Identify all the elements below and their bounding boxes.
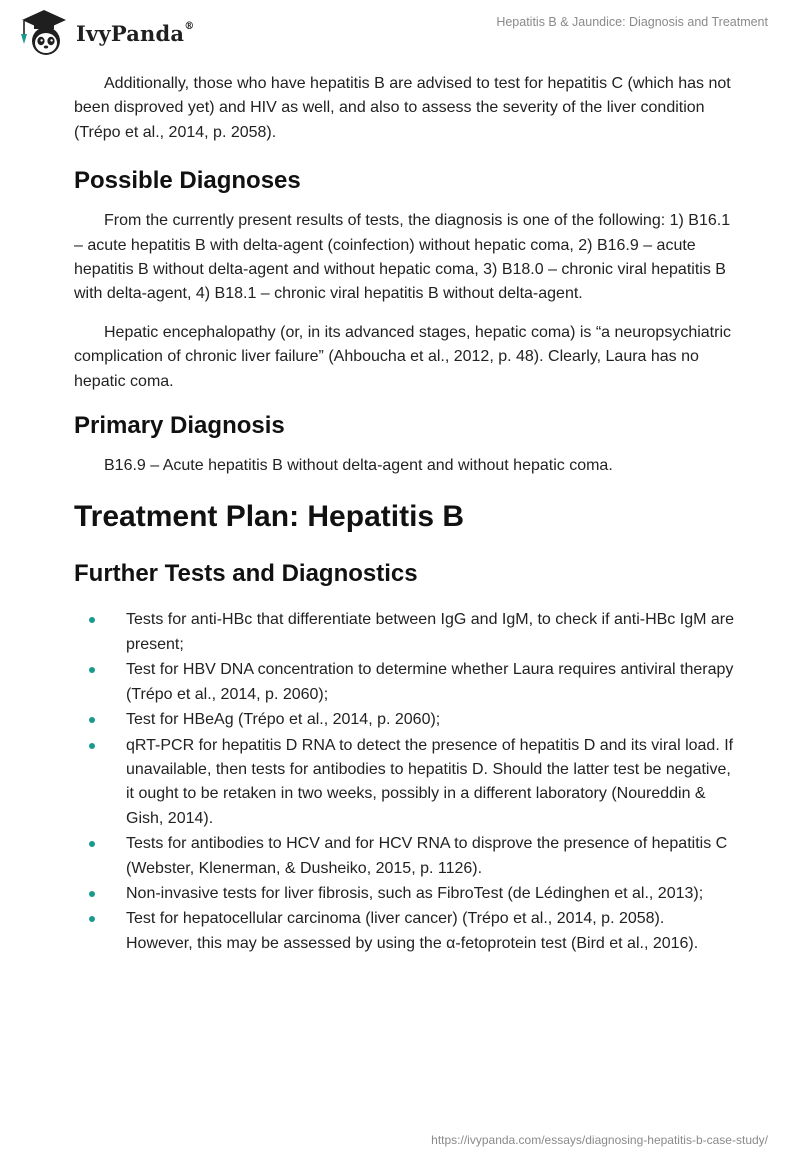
bullet-icon [89,617,95,623]
brand-name: IvyPanda® [76,20,195,46]
possible-diagnoses-paragraph-1: From the currently present results of tests, the diagnosis is one of the following: 1) B16.1 – acute hepatitis B with delta-agent (coinfection) without hepatic coma, 2) B16.9 – acute hepatitis B without delta-agent and without hepatic coma, 3) B18.0 – chronic viral hepatitis B with delta-agent, 4) B18.1 – chronic viral hepatitis B without delta-agent. [74,212,731,303]
source-url[interactable]: https://ivypanda.com/essays/diagnosing-hepatitis-b-case-study/ [431,1133,768,1147]
bullet-icon [89,891,95,897]
bullet-icon [89,916,95,922]
list-item: Tests for anti-HBc that differentiate between IgG and IgM, to check if anti-HBc IgM are present; [74,608,734,657]
bullet-icon [89,667,95,673]
essay-content [74,72,734,957]
intro-paragraph: Additionally, those who have hepatitis B are advised to test for hepatitis C (which has not been disproved yet) and HIV as well, and also to assess the severity of the liver condition (Trépo et al., 2014, p. 2058). [74,75,731,141]
further-tests-heading: Further Tests and Diagnostics [74,560,418,588]
document-title: Hepatitis B & Jaundice: Diagnosis and Treatment [496,15,768,29]
further-tests-list [74,608,734,956]
treatment-plan-heading: Treatment Plan: Hepatitis B [74,500,465,534]
possible-diagnoses-paragraph-2: Hepatic encephalopathy (or, in its advanced stages, hepatic coma) is “a neuropsychiatric complication of chronic liver failure” (Ahboucha et al., 2012, p. 48). Clearly, Laura has no hepatic coma. [74,323,732,390]
list-item: Non-invasive tests for liver fibrosis, such as FibroTest (de Lédinghen et al., 2013); [74,882,734,906]
ivypanda-logo[interactable] [16,8,194,58]
list-item: Tests for antibodies to HCV and for HCV RNA to disprove the presence of hepatitis C (Webster, Klenerman, & Dusheiko, 2015, p. 1126). [74,832,734,881]
list-item: Test for hepatocellular carcinoma (liver cancer) (Trépo et al., 2014, p. 2058). However, this may be assessed by using the α-fetoprotein test (Bird et al., 2016). [74,907,734,956]
primary-diagnosis-heading: Primary Diagnosis [74,412,285,440]
registered-mark: ® [184,20,195,32]
bullet-icon [89,841,95,847]
bullet-icon [89,717,95,723]
primary-diagnosis-paragraph: B16.9 – Acute hepatitis B without delta-agent and without hepatic coma. [104,457,613,475]
list-item: Test for HBV DNA concentration to determine whether Laura requires antiviral therapy (Trépo et al., 2014, p. 2060); [74,658,734,707]
page-header [0,0,800,64]
list-item: qRT-PCR for hepatitis D RNA to detect the presence of hepatitis D and its viral load. If unavailable, then tests for antibodies to hepatitis D. Should the latter test be negative, it ought to be retaken in two weeks, possibly in a different laboratory (Noureddin & Gish, 2014). [74,734,734,832]
panda-graduate-icon [16,8,72,58]
possible-diagnoses-heading: Possible Diagnoses [74,167,301,195]
list-item: Test for HBeAg (Trépo et al., 2014, p. 2060); [74,708,734,732]
bullet-icon [89,743,95,749]
